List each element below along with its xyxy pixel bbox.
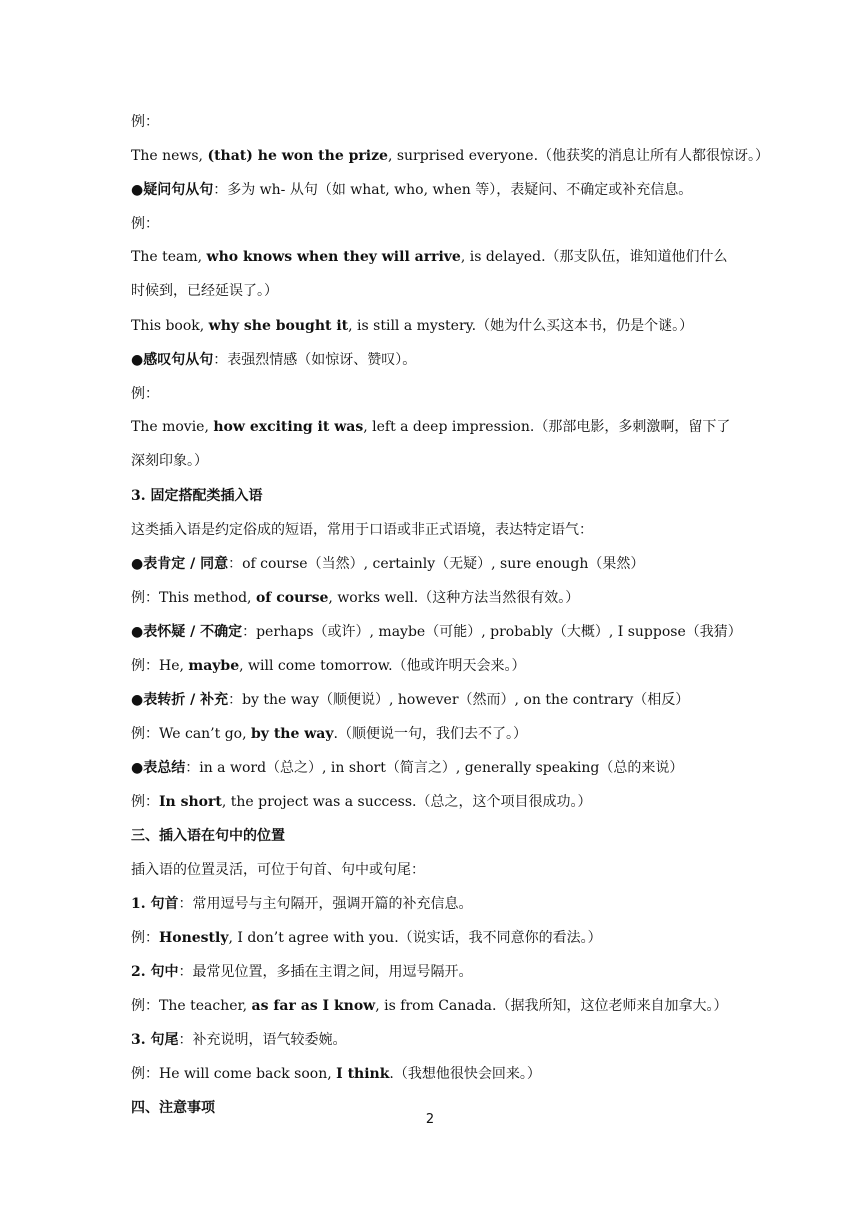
text-segment: , is still a mystery.（她为什么买这本书，仍是个谜。）	[348, 318, 694, 334]
text-segment: , is from Canada.（据我所知，这位老师来自加拿大。）	[375, 998, 728, 1014]
text-line	[131, 180, 741, 200]
text-line	[131, 146, 770, 166]
text-segment: This book,	[131, 318, 209, 334]
text-line	[131, 656, 741, 676]
text-line	[131, 410, 741, 478]
text-line	[131, 520, 741, 540]
bold-text: ●表肯定 / 同意	[131, 556, 229, 572]
text-segment: ：补充说明，语气较委婉。	[178, 1032, 347, 1048]
bold-text: by the way	[251, 726, 334, 742]
bold-text: 三、插入语在句中的位置	[131, 828, 285, 844]
text-line	[131, 724, 741, 744]
text-line	[131, 962, 741, 982]
text-segment: The team,	[131, 249, 207, 265]
text-line	[131, 588, 741, 608]
text-line	[131, 112, 741, 132]
text-segment: ：多为 wh- 从句（如 what, who, when 等），表疑问、不确定或补充信息。	[213, 182, 693, 198]
text-line	[131, 894, 741, 914]
text-line	[131, 690, 741, 710]
text-segment: , the project was a success.（总之，这个项目很成功。）	[221, 794, 592, 810]
bold-text: (that) he won the prize	[207, 148, 388, 164]
text-segment: ：in a word（总之）, in short（简言之）, generally speaking（总的来说）	[185, 760, 684, 776]
bold-text: 3. 句尾	[131, 1032, 179, 1048]
text-line	[131, 826, 741, 846]
text-segment: ：最常见位置，多插在主谓之间，用逗号隔开。	[178, 964, 473, 980]
text-segment: , I don’t agree with you.（说实话，我不同意你的看法。）	[228, 930, 602, 946]
text-segment: , works well.（这种方法当然很有效。）	[328, 590, 580, 606]
text-segment: 例：The teacher,	[131, 998, 252, 1014]
text-line	[131, 758, 741, 778]
bold-text: of course	[255, 590, 329, 606]
text-segment: 例：We can’t go,	[131, 726, 252, 742]
bold-text: I think	[336, 1066, 390, 1082]
page-number: 2	[425, 1112, 435, 1127]
bold-text: why she bought it	[208, 318, 349, 334]
bold-text: who knows when they will arrive	[206, 249, 461, 265]
text-line	[131, 554, 741, 574]
bold-text: ●表怀疑 / 不确定	[131, 624, 243, 640]
text-line	[131, 350, 741, 370]
text-segment: The news,	[131, 148, 208, 164]
text-line	[131, 928, 741, 948]
text-line	[131, 1030, 741, 1050]
text-line	[131, 240, 741, 308]
text-segment: , is delayed.（那支队伍，谁知道他们什么时候到，已经延误了。）	[131, 249, 728, 299]
text-segment: 插入语的位置灵活，可位于句首、句中或句尾：	[131, 862, 425, 878]
text-segment: 例：He will come back soon,	[131, 1066, 337, 1082]
text-segment: 例：This method,	[131, 590, 256, 606]
bold-text: maybe	[188, 658, 240, 674]
text-segment: 例：	[131, 930, 159, 946]
text-segment: 例：	[131, 386, 159, 402]
text-segment: The movie,	[131, 419, 214, 435]
text-line	[131, 214, 741, 234]
bold-text: ●表总结	[131, 760, 186, 776]
bold-text: Honestly	[159, 930, 229, 946]
bold-text: ●感叹句从句	[131, 352, 214, 368]
bold-text: In short	[159, 794, 222, 810]
bold-text: 3. 固定搭配类插入语	[131, 488, 263, 504]
text-segment: , surprised everyone.（他获奖的消息让所有人都很惊讶。）	[387, 148, 770, 164]
bold-text: 2. 句中	[131, 964, 179, 980]
text-segment: ：perhaps（或许）, maybe（可能）, probably（大概）, I suppose（我猜）	[242, 624, 742, 640]
text-segment: 例：	[131, 114, 159, 130]
text-segment: , left a deep impression.（那部电影，多刺激啊，留下了深刻印象。）	[131, 419, 731, 469]
bold-text: 1. 句首	[131, 896, 179, 912]
text-segment: ：by the way（顺便说）, however（然而）, on the contrary（相反）	[228, 692, 690, 708]
text-segment: .（顺便说一句，我们去不了。）	[333, 726, 527, 742]
bold-text: ●表转折 / 补充	[131, 692, 229, 708]
text-line	[131, 792, 741, 812]
text-segment: , will come tomorrow.（他或许明天会来。）	[239, 658, 526, 674]
text-segment: ：表强烈情感（如惊讶、赞叹）。	[213, 352, 417, 368]
text-line	[131, 384, 741, 404]
text-segment: 这类插入语是约定俗成的短语，常用于口语或非正式语境，表达特定语气：	[131, 522, 593, 538]
text-segment: 例：	[131, 794, 159, 810]
text-line	[131, 622, 741, 642]
bold-text: 四、注意事项	[131, 1100, 215, 1116]
text-segment: 例：He,	[131, 658, 189, 674]
text-line	[131, 486, 741, 506]
text-line	[131, 1064, 741, 1084]
text-segment: ：常用逗号与主句隔开，强调开篇的补充信息。	[178, 896, 473, 912]
bold-text: ●疑问句从句	[131, 182, 214, 198]
text-segment: ：of course（当然）, certainly（无疑）, sure enough（果然）	[228, 556, 645, 572]
text-line	[131, 996, 741, 1016]
bold-text: as far as I know	[251, 998, 376, 1014]
text-line	[131, 316, 741, 336]
text-segment: 例：	[131, 216, 159, 232]
text-line	[131, 860, 741, 880]
text-segment: .（我想他很快会回来。）	[389, 1066, 541, 1082]
bold-text: how exciting it was	[213, 419, 364, 435]
